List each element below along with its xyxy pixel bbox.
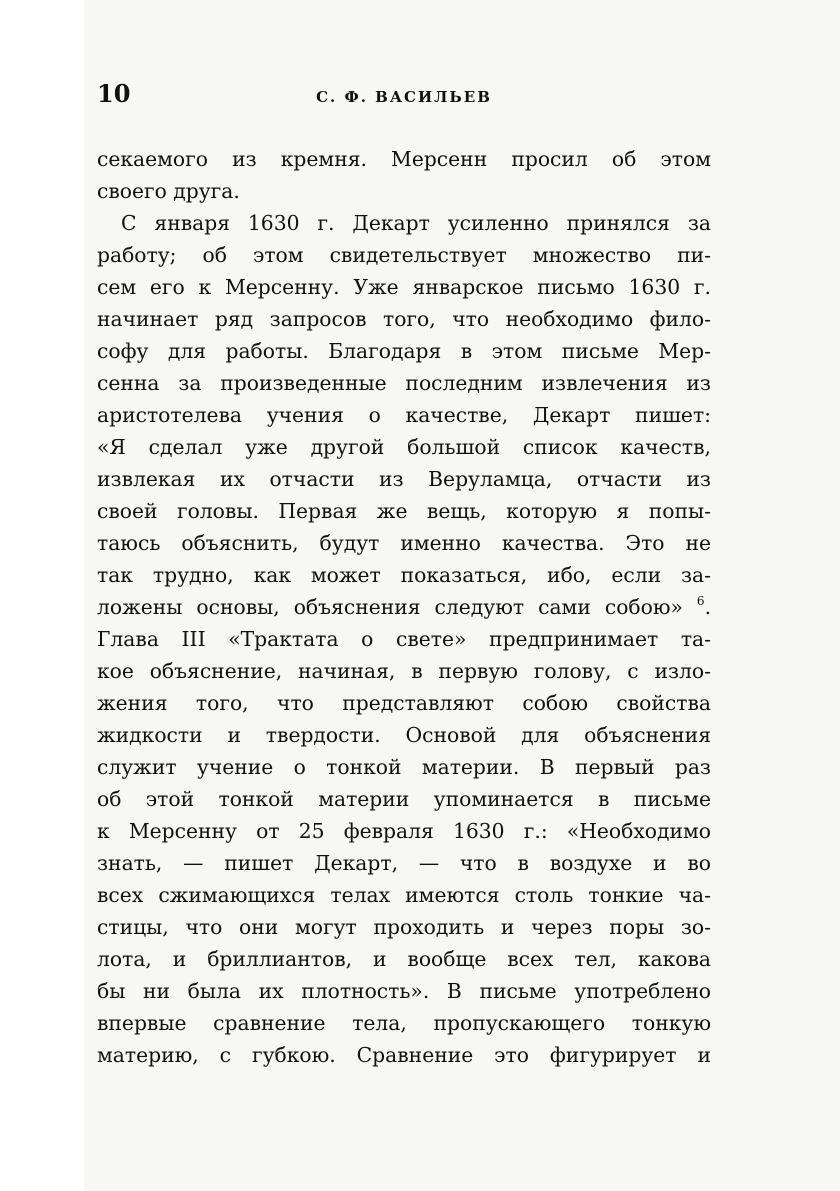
- text-line: своего друга.: [97, 179, 240, 203]
- text-line: работу; об этом свидетельствует множество пи-: [97, 243, 711, 267]
- page-header: [97, 78, 711, 112]
- page-margin: [0, 0, 84, 1191]
- text-line: секаемого из кремня. Мерсенн просил об этом: [97, 147, 711, 171]
- text-line: лота, и бриллиантов, и вообще всех тел, какова: [97, 947, 711, 971]
- text-line: сенна за произведенные последним извлечения из: [97, 371, 711, 395]
- text-line: таюсь объяснить, будут именно качества. Это не: [97, 531, 711, 555]
- text-line: извлекая их отчасти из Веруламца, отчасти из: [97, 467, 711, 491]
- text-line: кое объяснение, начиная, в первую голову, с изло-: [97, 659, 711, 683]
- body-text: [97, 143, 711, 1071]
- footnote-reference[interactable]: 6: [696, 594, 705, 609]
- text-line: софу для работы. Благодаря в этом письме Мер-: [97, 339, 711, 363]
- running-head: С. Ф. ВАСИЛЬЕВ: [316, 88, 492, 106]
- text-line: всех сжимающихся телах имеются столь тонкие ча-: [97, 883, 711, 907]
- text-line: материю, с губкою. Сравнение это фигурирует и: [97, 1043, 711, 1067]
- text-line: так трудно, как может показаться, ибо, если за-: [97, 563, 711, 587]
- text-line: впервые сравнение тела, пропускающего тонкую: [97, 1011, 711, 1035]
- text-line: об этой тонкой материи упоминается в письме: [97, 787, 711, 811]
- text-line: служит учение о тонкой материи. В первый раз: [97, 755, 711, 779]
- page-number: 10: [97, 79, 131, 108]
- text-line: к Мерсенну от 25 февраля 1630 г.: «Необходимо: [97, 819, 711, 843]
- text-line: ложены основы, объяснения следуют сами собою»: [97, 595, 683, 619]
- text-line: аристотелева учения о качестве, Декарт пишет:: [97, 403, 711, 427]
- text-line: бы ни была их плотность». В письме употреблено: [97, 979, 711, 1003]
- text-line: знать, — пишет Декарт, — что в воздухе и во: [97, 851, 711, 875]
- text-line-with-footnote: [97, 591, 711, 623]
- text-line: своей головы. Первая же вещь, которую я попы-: [97, 499, 711, 523]
- text-line: жидкости и твердости. Основой для объяснения: [97, 723, 711, 747]
- footnote-punctuation: .: [704, 595, 712, 619]
- text-line: жения того, что представляют собою свойства: [97, 691, 711, 715]
- text-line: «Я сделал уже другой большой список качеств,: [97, 435, 711, 459]
- text-line: С января 1630 г. Декарт усиленно принялся за: [121, 211, 711, 235]
- text-line: сем его к Мерсенну. Уже январское письмо 1630 г.: [97, 275, 711, 299]
- text-line: начинает ряд запросов того, что необходимо фило-: [97, 307, 711, 331]
- text-line: стицы, что они могут проходить и через поры зо-: [97, 915, 711, 939]
- text-line: Глава III «Трактата о свете» предпринимает та-: [97, 627, 711, 651]
